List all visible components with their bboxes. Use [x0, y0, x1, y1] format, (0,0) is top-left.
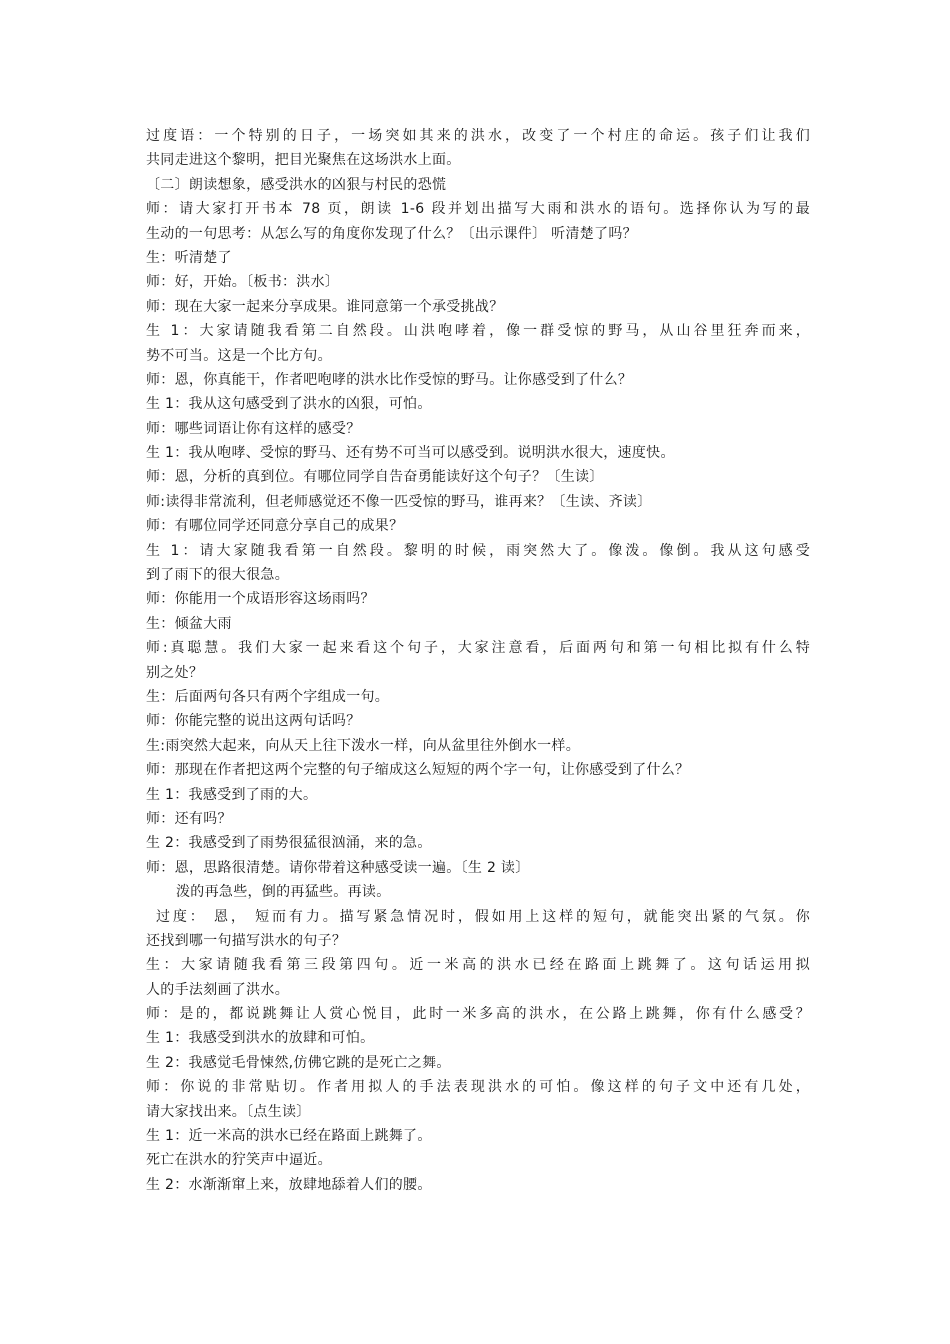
text-line: 师：现在大家一起来分享成果。谁同意第一个承受挑战？ — [146, 298, 504, 315]
text-line: 师：还有吗？ — [146, 810, 232, 827]
text-line: 生 1：我感受到洪水的放肆和可怕。 — [146, 1030, 375, 1047]
text-line: 人的手法刻画了洪水。 — [146, 981, 289, 998]
text-line: 生：后面两句各只有两个字组成一句。 — [146, 688, 390, 705]
text-line: 师：那现在作者把这两个完整的句子缩成这么短短的两个字一句，让你感受到了什么？ — [146, 762, 690, 779]
text-line: 生：听清楚了 — [146, 249, 232, 266]
text-line: 还找到哪一句描写洪水的句子？ — [146, 932, 347, 949]
text-line: 师:读得非常流利，但老师感觉还不像一匹受惊的野马，谁再来？〔生读、齐读〕 — [146, 493, 652, 510]
text-line: 生 2：我感觉毛骨悚然,仿佛它跳的是死亡之舞。 — [146, 1054, 451, 1071]
text-line: 生 1：我感受到了雨的大。 — [146, 786, 318, 803]
text-line: 生 1：近一米高的洪水已经在路面上跳舞了。 — [146, 1128, 432, 1145]
text-line: 生 1：请大家随我看第一自然段。黎明的时候，雨突然大了。像泼。像倒。我从这句感受 — [146, 542, 810, 559]
text-line: 师：恩，你真能干，作者吧咆哮的洪水比作受惊的野马。让你感受到了什么？ — [146, 371, 633, 388]
text-line: 师：恩，思路很清楚。请你带着这种感受读一遍。〔生 2 读〕 — [146, 859, 530, 876]
text-line: 师：哪些词语让你有这样的感受？ — [146, 420, 361, 437]
text-line: 别之处？ — [146, 664, 204, 681]
text-line: 请大家找出来。〔点生读〕 — [146, 1103, 311, 1120]
text-line: 生 2：我感受到了雨势很猛很汹涌，来的急。 — [146, 835, 432, 852]
text-line: 生 1：我从咆哮、受惊的野马、还有势不可当可以感受到。说明洪水很大，速度快。 — [146, 445, 675, 462]
text-line: 师：恩，分析的真到位。有哪位同学自告奋勇能读好这个句子？〔生读〕 — [146, 469, 604, 486]
text-line: 死亡在洪水的狞笑声中逼近。 — [146, 1152, 332, 1169]
text-line: 势不可当。这是一个比方句。 — [146, 347, 332, 364]
text-line: 生：倾盆大雨 — [146, 615, 232, 632]
text-line: 师：好，开始。〔板书：洪水〕 — [146, 274, 340, 291]
text-line: 师：是的，都说跳舞让人赏心悦目，此时一米多高的洪水，在公路上跳舞，你有什么感受？ — [146, 1006, 810, 1023]
text-line: 师：你能完整的说出这两句话吗？ — [146, 713, 361, 730]
text-line: 泼的再急些，倒的再猛些。再读。 — [176, 884, 391, 901]
document-body — [146, 124, 810, 1197]
text-line: 到了雨下的很大很急。 — [146, 567, 289, 584]
text-line: 师：你说的非常贴切。作者用拟人的手法表现洪水的可怕。像这样的句子文中还有几处， — [146, 1079, 810, 1096]
text-line: 生 1：我从这句感受到了洪水的凶狠，可怕。 — [146, 396, 432, 413]
text-line: 过度： 恩， 短而有力。描写紧急情况时，假如用上这样的短句，就能突出紧的气氛。你 — [156, 908, 810, 925]
text-line: 过度语：一个特别的日子，一场突如其来的洪水，改变了一个村庄的命运。孩子们让我们 — [146, 128, 810, 144]
text-line: 共同走进这个黎明，把目光聚焦在这场洪水上面。 — [146, 152, 461, 169]
text-line: 师：有哪位同学还同意分享自己的成果？ — [146, 518, 404, 535]
text-line: 生:雨突然大起来，向从天上往下泼水一样，向从盆里往外倒水一样。 — [146, 737, 581, 754]
text-line: 生动的一句思考：从怎么写的角度你发现了什么？〔出示课件〕 听清楚了吗？ — [146, 225, 637, 242]
text-line: 生 1：大家请随我看第二自然段。山洪咆哮着，像一群受惊的野马，从山谷里狂奔而来， — [146, 323, 810, 340]
text-line: 生：大家请随我看第三段第四句。近一米高的洪水已经在路面上跳舞了。这句话运用拟 — [146, 957, 810, 974]
text-line: 师：你能用一个成语形容这场雨吗？ — [146, 591, 375, 608]
section-heading: 〔二〕朗读想象，感受洪水的凶狠与村民的恐慌 — [146, 176, 447, 193]
text-line: 师：请大家打开书本 78 页，朗读 1-6 段并划出描写大雨和洪水的语句。选择你认为写的最 — [146, 201, 810, 218]
text-line: 生 2：水渐渐窜上来，放肆地舔着人们的腰。 — [146, 1176, 432, 1193]
text-line: 师:真聪慧。我们大家一起来看这个句子，大家注意看，后面两句和第一句相比拟有什么特 — [146, 640, 810, 657]
